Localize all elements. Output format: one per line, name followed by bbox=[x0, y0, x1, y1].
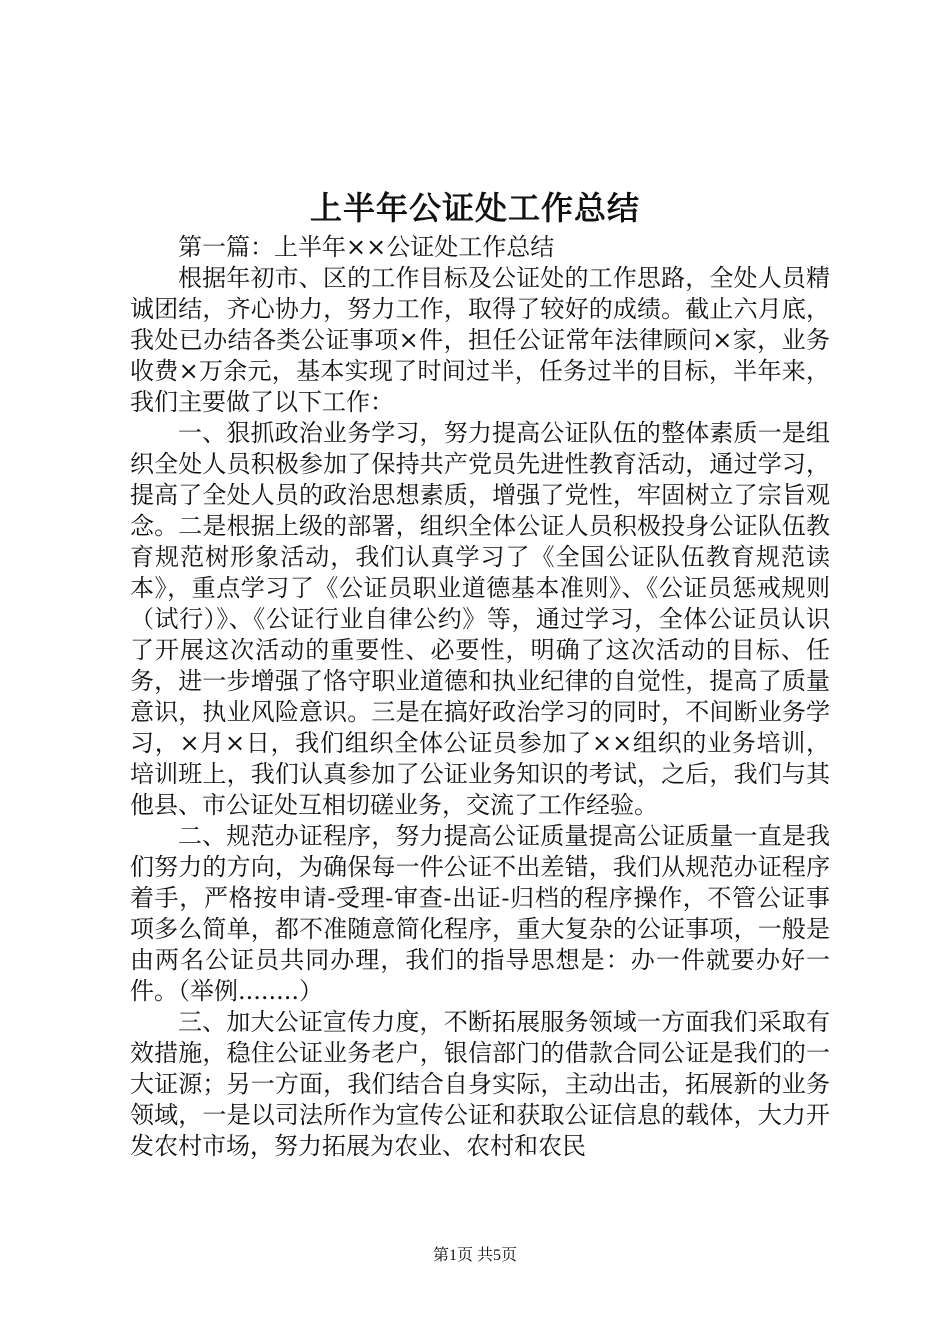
document-title: 上半年公证处工作总结 bbox=[309, 189, 640, 227]
paragraph-section-3: 三、加大公证宣传力度，不断拓展服务领域一方面我们采取有效措施，稳住公证业务老户，银信部门的借款合同公证是我们的一大证源；另一方面，我们结合自身实际，主动出击，拓展新的业务领域，一是以司法所作为宣传公证和获取公证信息的载体，大力开发农村市场，努力拓展为农业、农村和农民 bbox=[130, 1008, 830, 1160]
paragraph-section-1: 一、狠抓政治业务学习，努力提高公证队伍的整体素质一是组织全处人员积极参加了保持共产党员先进性教育活动，通过学习，提高了全处人员的政治思想素质，增强了党性，牢固树立了宗旨观念。二是根据上级的部署，组织全体公证人员积极投身公证队伍教育规范树形象活动，我们认真学习了《全国公证队伍教育规范读本》，重点学习了《公证员职业道德基本准则》、《公证员惩戒规则（试行）》、《公证行业自律公约》等，通过学习，全体公证员认识了开展这次活动的重要性、必要性，明确了这次活动的目标、任务，进一步增强了恪守职业道德和执业纪律的自觉性，提高了质量意识，执业风险意识。三是在搞好政治学习的同时，不间断业务学习，×月×日，我们组织全体公证员参加了××组织的业务培训，培训班上，我们认真参加了公证业务知识的考试，之后，我们与其他县、市公证处互相切磋业务，交流了工作经验。 bbox=[130, 419, 830, 819]
section-heading: 第一篇：上半年××公证处工作总结 bbox=[178, 233, 555, 261]
document-body bbox=[130, 232, 830, 1162]
page-number-footer: 第1页 共5页 bbox=[432, 1247, 517, 1264]
paragraph-section-2: 二、规范办证程序，努力提高公证质量提高公证质量一直是我们努力的方向，为确保每一件公证不出差错，我们从规范办证程序着手，严格按申请-受理-审查-出证-归档的程序操作，不管公证事项多么简单，都不准随意简化程序，重大复杂的公证事项，一般是由两名公证员共同办理，我们的指导思想是：办一件就要办好一件。（举例........） bbox=[130, 822, 830, 1005]
paragraph-intro: 根据年初市、区的工作目标及公证处的工作思路，全处人员精诚团结，齐心协力，努力工作，取得了较好的成绩。截止六月底，我处已办结各类公证事项×件，担任公证常年法律顾问×家，业务收费×万余元，基本实现了时间过半，任务过半的目标，半年来，我们主要做了以下工作： bbox=[130, 264, 830, 416]
